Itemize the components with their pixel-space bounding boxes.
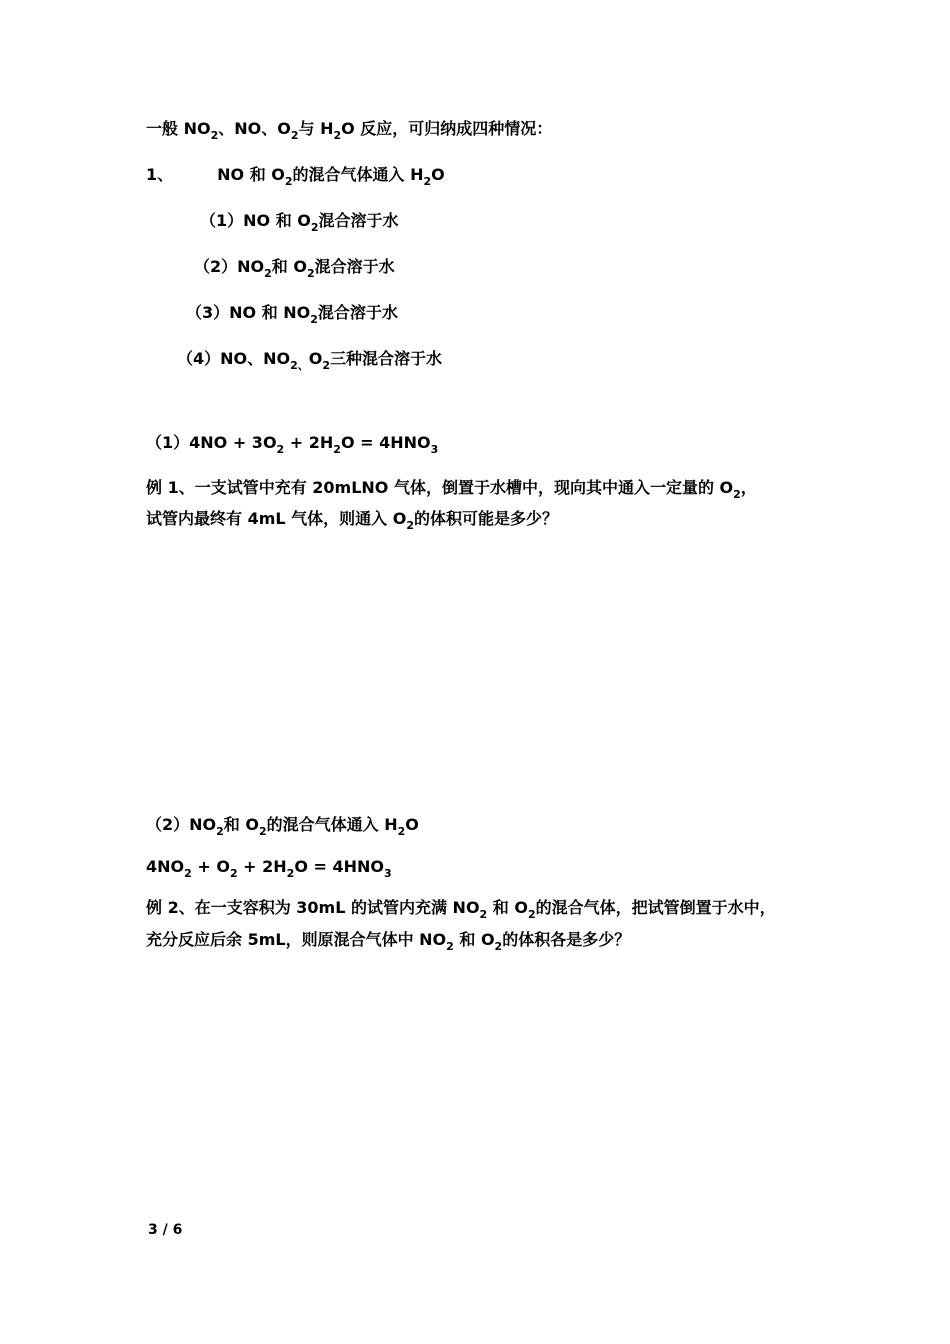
case-3: （3）NO 和 $NO_2$混合溶于水	[186, 303, 398, 326]
example-1-line-1: 例 1、一支试管中充有 20mLNO 气体，倒置于水槽中，现向其中通入一定量的 $O_2$，	[146, 478, 757, 501]
case-4: （4）NO、$NO_{2、}O_2$三种混合溶于水	[177, 349, 443, 372]
page-number: 3 / 6	[148, 1222, 183, 1238]
case-1: （1）NO 和 $O_2$混合溶于水	[200, 211, 399, 234]
item-number: 1、	[146, 165, 174, 184]
example-2-line-2: 充分反应后余 5mL，则原混合气体中 $NO_2$ 和 $O_2$的体积各是多少？	[146, 930, 631, 953]
case-2: $(2)NO_2$和 $O_2$混合溶于水	[194, 257, 395, 280]
item-1-heading: 1、 NO 和 $O_2$的混合气体通入 $H_2O$	[146, 165, 445, 188]
equation-1: $(1)4NO + 3O_2 + 2H_2O = 4HNO_3$	[146, 433, 439, 456]
example-1-line-2: 试管内最终有 4mL 气体，则通入 $O_2$的体积可能是多少？	[146, 509, 558, 532]
intro-text: 一般 $NO_2$、NO、$O_2$与 $H_2O$ 反应，可归纳成四种情况：	[146, 119, 553, 142]
section-2-title: $(2)NO_2$和 $O_2$的混合气体通入 $H_2O$	[146, 815, 419, 838]
example-2-line-1: 例 2、在一支容积为 30mL 的试管内充满 $NO_2$ 和 $O_2$的混合气体，把试管倒置于水中，	[146, 898, 776, 921]
equation-2: $4NO_2 + O_2 + 2H_2O = 4HNO_3$	[146, 857, 392, 880]
